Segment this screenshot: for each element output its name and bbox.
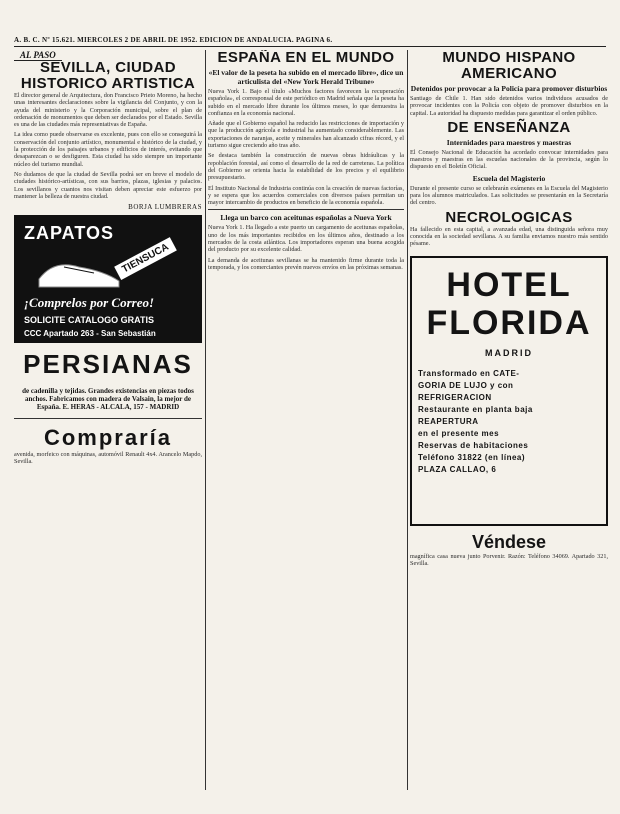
section-title: DE ENSEÑANZA [447,118,571,136]
hotel-ad-city: MADRID [485,347,533,358]
hotel-ad-line: Transformado en CATE- [418,368,520,378]
article-paragraph: El director general de Arquitectura, don Francisco Prieto Moreno, ha hecho unas interesantes declaraciones sobre la vigilancia del Conjunto, y con la ayuda del ministerio y la Corporación municipal, sobre el plan de ordenación de monumentos que deben ser declarados por el Estado. Sevilla es una de las ciudades más representativas de España. [14,92,202,129]
zapatos-ad [14,215,202,343]
hotel-florida-ad [410,256,608,526]
persianas-ad-title: PERSIANAS [23,349,193,380]
section-title: NECROLOGICAS [445,208,573,226]
article-paragraph: Nueva York 1. Bajo el título «Muchos factores favorecen la recuperación española», el corresponsal de este periódico en Madrid señala que la peseta ha subido en el mercado libre durante los últimos meses, lo que demuestra la confianza en la economía nacional. [208,88,404,117]
shoe-icon [34,249,124,289]
column-rule [407,50,408,790]
hotel-ad-line: Teléfono 31822 (en línea) [418,452,526,462]
article-paragraph: Nueva York 1. Ha llegado a este puerto un cargamento de aceitunas españolas, uno de los más importantes recibidos en los últimos años, destinado a los mercados de la costa atlántica. Los importadores esperan una buena acogida del producto por su excelente calidad. [208,224,404,254]
hotel-ad-line: REFRIGERACION [418,392,492,402]
hotel-ad-line: GORIA DE LUJO y con [418,380,514,390]
article-paragraph: Durante el presente curso se celebrarán exámenes en la Escuela del Magisterio para los alumnos matriculados. Las solicitudes se presentarán en la Secretaría del centro. [410,184,608,207]
column-right [410,50,608,800]
section-title: ESPAÑA EN EL MUNDO [217,50,395,66]
zapatos-ad-line: SOLICITE CATALOGO GRATIS [24,315,154,326]
hotel-ad-line: Restaurante en planta baja [418,404,533,414]
article-paragraph: Añade que el Gobierno español ha reducido las restricciones de importación y que la producción agrícola e industrial ha aumentado considerablemente. Las exportaciones de naranjas, aceite y minerales han alcanzado cifras récord, y el turismo sigue creciendo año tras año. [208,120,404,150]
persianas-ad-text: de cadenilla y tejidas. Grandes existencias en piezas todos anchos. Fabricamos con madera de Valsain, la mejor de España. E. HERAS - ALCALA, 157 - MADRID [22,387,194,412]
hotel-ad-name: HOTEL [446,265,572,304]
zapatos-ad-title: ZAPATOS [24,223,115,244]
section-title: MUNDO HISPANO AMERICANO [442,50,576,82]
article-paragraph: Ha fallecido en esta capital, a avanzada edad, una distinguida señora muy conocida en la sociedad sevillana. A su familia enviamos nuestro más sentido pésame. [410,225,608,248]
article-paragraph: Se destaca también la construcción de nuevas obras hidráulicas y la repoblación forestal, así como el desarrollo de la red de carreteras. La política del Gobierno se orienta hacia la estabilidad de los precios y el equilibrio presupuestario. [208,152,404,182]
article-headline: Detenidos por provocar a la Policía para promover disturbios [410,84,608,93]
article-paragraph: La idea como puede observarse es excelente, pues con ello se conseguirá la conservación del conjunto artístico, monumental e histórico de la ciudad, y la protección de los paisajes urbanos y edificios de interés, evitando que desaparezcan o se desfiguren. Esta ciudad ha sido siempre un importante núcleo del turismo mundial. [14,131,202,168]
zapatos-ad-slogan: ¡Comprelos por Correo! [24,295,155,311]
article-headline: «El valor de la peseta ha subido en el mercado libre», dice un articulista del «New York Herald Tribune» [208,68,404,86]
hotel-ad-line: PLAZA CALLAO, 6 [418,464,497,474]
article-paragraph: No dudamos de que la ciudad de Sevilla podrá ser en breve el modelo de ciudades histórico-artísticas, con sus barrios, plazas, iglesias y palacios. Los sevillanos y cuantos nos visitan deben apreciar este esfuerzo por mantener la belleza de nuestra ciudad. [14,170,202,200]
column-center [208,50,404,800]
vendese-ad-title: Véndese [471,531,547,552]
divider [14,418,202,419]
column-left [14,50,202,800]
article-headline: Escuela del Magisterio [472,173,546,183]
zapatos-ad-brand: TIENSUCA [114,237,177,280]
section-kicker: AL PASO [14,50,202,60]
article-paragraph: Santiago de Chile 1. Han sido detenidos varios individuos acusados de provocar incidentes con la Policía con objeto de promover disturbios en la capital. La autoridad ha dispuesto medidas para garantizar el orden público. [410,95,608,117]
hotel-ad-line: REAPERTURA [418,416,479,426]
zapatos-ad-address: CCC Apartado 263 - San Sebastián [24,329,156,339]
page-header: A. B. C. Nº 15.621. MIERCOLES 2 DE ABRIL DE 1952. EDICION DE ANDALUCIA. PAGINA 6. [14,36,606,47]
article-paragraph: El Instituto Nacional de Industria continúa con la creación de nuevas factorías, y se espera que los acuerdos comerciales con diversos países permitan un mayor intercambio de productos en beneficio de la economía española. [208,184,404,207]
compraria-ad-title: Compraría [43,425,173,451]
hotel-ad-name: FLORIDA [426,303,592,342]
article-paragraph: El Consejo Nacional de Educación ha acordado convocar internidades para maestros y maestras en las escuelas nacionales de la provincia, según lo dispuesto en el Boletín Oficial. [410,148,608,171]
compraria-ad-text: avenida, morfeico con máquinas, automóvil Renault 4x4. Arancelo Mapdo, Sevilla. [14,451,202,466]
column-rule [205,50,206,790]
article-title: SEVILLA, CIUDAD HISTORICO ARTISTICA [20,59,196,92]
article-paragraph: La demanda de aceitunas sevillanas se ha mantenido firme durante toda la temporada, y los comerciantes prevén nuevos envíos en las próximas semanas. [208,256,404,271]
vendese-ad-text: magnífica casa nueva junto Porvenir. Razón: Teléfono 34069. Apartado 321, Sevilla. [410,552,608,567]
article-headline: Llega un barco con aceitunas españolas a Nueva York [220,213,392,223]
article-signature: BORJA LUMBRERAS [128,203,202,212]
divider [208,209,404,210]
article-headline: Internidades para maestros y maestras [446,137,572,147]
hotel-ad-line: Reservas de habitaciones [418,440,529,450]
hotel-ad-line: en el presente mes [418,428,500,438]
